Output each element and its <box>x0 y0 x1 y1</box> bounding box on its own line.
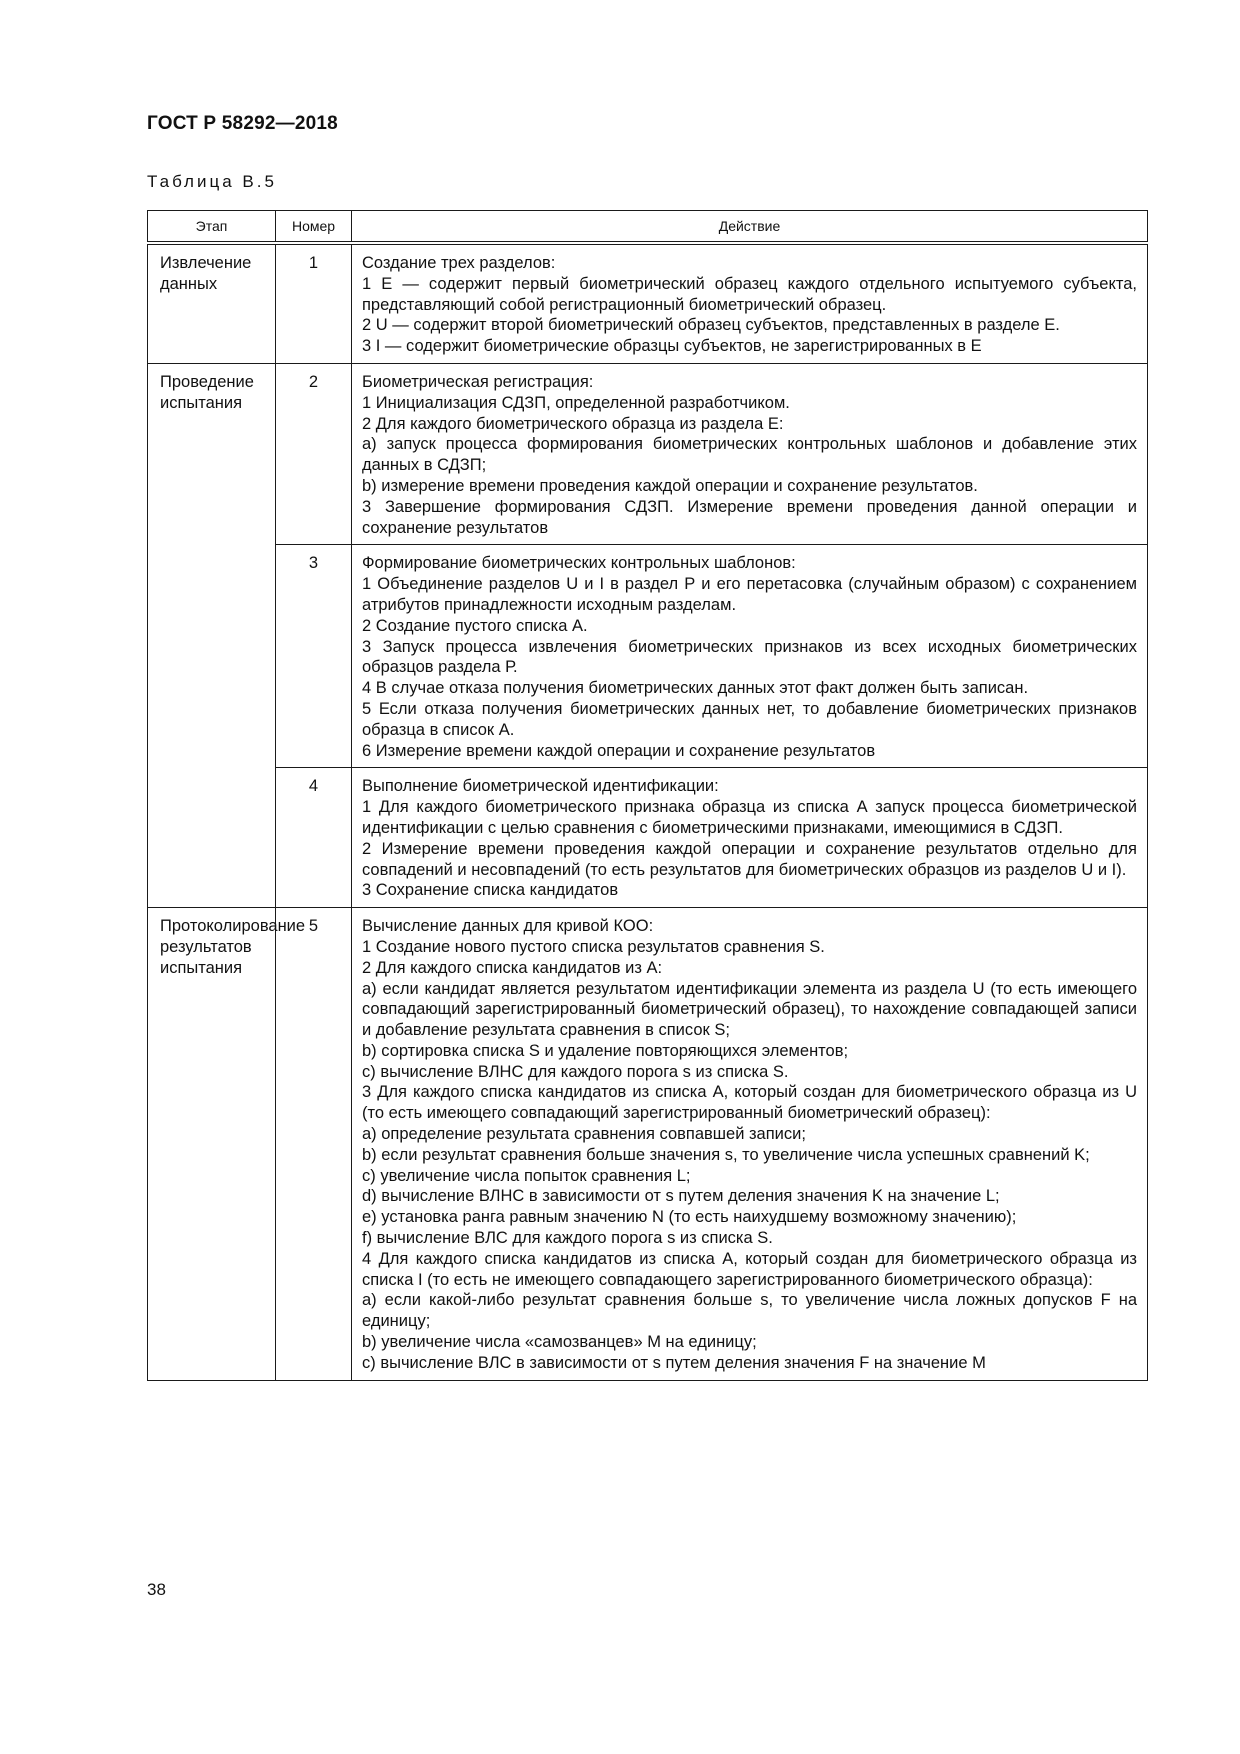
number-cell: 1 <box>276 243 352 363</box>
action-line: b) измерение времени проведения каждой операции и сохранение результатов. <box>362 476 978 495</box>
action-line: 2 Для каждого списка кандидатов из А: <box>362 958 663 977</box>
table-row <box>148 908 1148 1381</box>
action-line: f) вычисление ВЛС для каждого порога s из списка S. <box>362 1229 773 1248</box>
action-line: 4 В случае отказа получения биометрических данных этот факт должен быть записан. <box>362 679 1029 698</box>
action-line: с) вычисление ВЛНС для каждого порога s из списка S. <box>362 1062 789 1081</box>
action-line: а) если какой-либо результат сравнения больше s, то увеличение числа ложных допусков F на единицу; <box>362 1291 1137 1331</box>
action-cell <box>352 243 1148 363</box>
action-line: 1 Создание нового пустого списка результатов сравнения S. <box>362 937 825 956</box>
action-line: 5 Если отказа получения биометрических данных нет, то добавление биометрических признаков образца в список А. <box>362 699 1137 739</box>
action-line: Вычисление данных для кривой КОО: <box>362 917 654 936</box>
action-line: 2 Создание пустого списка А. <box>362 616 588 635</box>
column-header-action: Действие <box>352 211 1148 244</box>
action-line: b) сортировка списка S и удаление повторяющихся элементов; <box>362 1041 849 1060</box>
action-cell <box>352 768 1148 908</box>
page-number: 38 <box>147 1580 166 1599</box>
number-cell: 2 <box>276 363 352 544</box>
action-line: 2 Для каждого биометрического образца из раздела Е: <box>362 414 784 433</box>
action-line: 4 Для каждого списка кандидатов из списка А, который создан для биометрического образца из списка I (то есть не имеющего совпадающего зарегистрированного биометрического образца): <box>362 1249 1137 1289</box>
action-line: 3 Для каждого списка кандидатов из списка А, который создан для биометрического образца из U (то есть имеющего совпадающий зарегистрированный биометрический образец): <box>362 1083 1137 1123</box>
action-line: е) установка ранга равным значению N (то есть наихудшему возможному значению); <box>362 1208 1017 1227</box>
column-header-number: Номер <box>276 211 352 244</box>
table-header-row <box>148 211 1148 244</box>
action-line: а) если кандидат является результатом идентификации элемента из раздела U (то есть имеющего совпадающий зарегистрированный биометрический образец), то нахождение совпадающей записи и добавление результата сравнения в список S; <box>362 979 1137 1040</box>
action-line: 2 U — содержит второй биометрический образец субъектов, представленных в разделе E. <box>362 316 1060 335</box>
action-cell <box>352 908 1148 1381</box>
number-cell: 4 <box>276 768 352 908</box>
document-code: ГОСТ Р 58292—2018 <box>147 113 338 134</box>
table-row <box>148 243 1148 363</box>
action-line: 6 Измерение времени каждой операции и сохранение результатов <box>362 741 876 760</box>
table-caption: Таблица В.5 <box>147 172 277 191</box>
action-cell <box>352 545 1148 768</box>
action-line: 1 Е — содержит первый биометрический образец каждого отдельного испытуемого субъекта, представляющий собой регистрационный биометрический образец. <box>362 274 1137 314</box>
action-line: b) если результат сравнения больше значения s, то увеличение числа успешных сравнений K; <box>362 1145 1090 1164</box>
action-line: с) увеличение числа попыток сравнения L; <box>362 1166 691 1185</box>
action-line: 3 Сохранение списка кандидатов <box>362 881 619 900</box>
action-line: 2 Измерение времени проведения каждой операции и сохранение результатов отдельно для совпадений и несовпадений (то есть результатов для биометрических образцов из разделов U и I). <box>362 839 1137 879</box>
action-line: 3 I — содержит биометрические образцы субъектов, не зарегистрированных в Е <box>362 337 982 356</box>
table-row <box>148 363 1148 544</box>
action-line: 3 Завершение формирования СДЗП. Измерение времени проведения данной операции и сохранение результатов <box>362 497 1137 537</box>
number-cell: 3 <box>276 545 352 768</box>
action-line: 1 Для каждого биометрического признака образца из списка А запуск процесса биометрической идентификации с целью сравнения с биометрическими признаками, имеющимися в СДЗП. <box>362 798 1137 837</box>
action-line: d) вычисление ВЛНС в зависимости от s путем деления значения K на значение L; <box>362 1187 1000 1206</box>
action-line: 1 Инициализация СДЗП, определенной разработчиком. <box>362 393 790 412</box>
action-line: Биометрическая регистрация: <box>362 372 594 391</box>
action-line: Формирование биометрических контрольных шаблонов: <box>362 554 796 573</box>
action-line: а) определение результата сравнения совпавшей записи; <box>362 1125 806 1144</box>
action-line: Выполнение биометрической идентификации: <box>362 777 719 796</box>
action-line: 3 Запуск процесса извлечения биометрических признаков из всех исходных биометрических образцов раздела Р. <box>362 637 1137 677</box>
action-line: а) запуск процесса формирования биометрических контрольных шаблонов и добавление этих данных в СДЗП; <box>362 435 1137 475</box>
number-cell: 5 <box>276 908 352 1381</box>
action-line: Создание трех разделов: <box>362 254 556 272</box>
action-line: с) вычисление ВЛС в зависимости от s путем деления значения F на значение M <box>362 1353 986 1372</box>
stage-cell: Проведение испытания <box>148 363 276 907</box>
column-header-stage: Этап <box>148 211 276 244</box>
table-row <box>148 768 1148 908</box>
stage-cell: Извлечение данных <box>148 243 276 363</box>
table-row <box>148 545 1148 768</box>
action-line: 1 Объединение разделов U и I в раздел Р и его перетасовка (случайным образом) с сохранением атрибутов принадлежности исходным разделам. <box>362 575 1137 614</box>
stage-cell: Протоколирование результатов испытания <box>148 908 276 1381</box>
action-line: b) увеличение числа «самозванцев» M на единицу; <box>362 1333 757 1352</box>
action-cell <box>352 363 1148 544</box>
procedure-table <box>147 210 1148 1381</box>
